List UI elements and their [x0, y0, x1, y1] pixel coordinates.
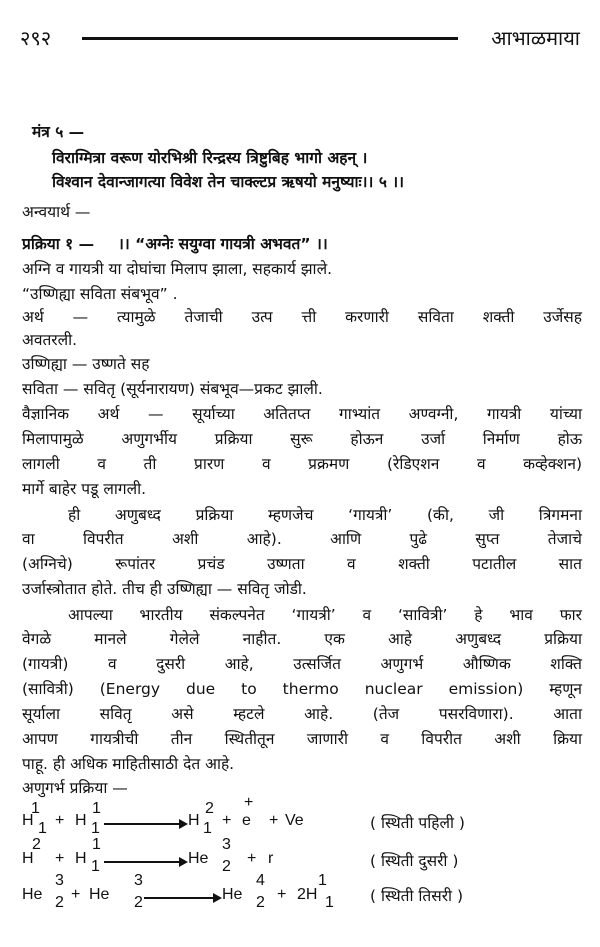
- eq2-sup: 2: [32, 836, 41, 853]
- eq3-sup: 4: [256, 872, 265, 889]
- book-title: आभाळमाया: [491, 26, 580, 50]
- eq1-term: Ve: [285, 812, 304, 829]
- eq3-sup: 3: [55, 872, 64, 889]
- prakriya-1-line: [22, 233, 582, 255]
- body-line: अग्नि व गायत्री या दोघांचा मिलाप झाला, सहकार्य झाले.: [22, 260, 333, 278]
- page-number: २९२: [20, 26, 52, 50]
- body-line: अर्थ — त्यामुळे तेजाची उत्प त्ती करणारी सविता शक्ती उर्जेसह: [22, 308, 582, 326]
- body-line: वैज्ञानिक अर्थ — सूर्याच्या अतितप्त गाभ्यांत अण्वग्नी, गायत्री यांच्या: [22, 405, 582, 423]
- body-line: उष्णिह्या — उष्णते सह: [22, 355, 150, 373]
- body-line: लागली व ती प्रारण व प्रक्रमण (रेडिएशन व कव्हेक्शन): [22, 455, 582, 473]
- eq3-plus: +: [71, 886, 81, 903]
- body-line: “उष्णिह्या सविता संबभूव” .: [22, 285, 178, 303]
- paragraph-3-line: वेगळे मानले गेलेले नाहीत. एक आहे अणुबध्द प्रक्रिया: [22, 630, 582, 648]
- eq3-sub: 1: [325, 894, 334, 911]
- eq1-sup: 2: [205, 800, 214, 817]
- eq1-sup: +: [244, 794, 254, 811]
- eq1-sub: 1: [38, 820, 47, 837]
- eq1-term: H: [22, 812, 34, 829]
- eq1-term: e: [242, 812, 251, 829]
- state-2-label: ( स्थिती दुसरी ): [370, 852, 459, 870]
- prakriya-1-label: प्रक्रिया १ —: [22, 235, 95, 253]
- eq3-sup: 1: [318, 872, 327, 889]
- eq3-sub: 2: [55, 894, 64, 911]
- eq1-sup: 1: [92, 800, 101, 817]
- eq3-plus: +: [277, 886, 287, 903]
- eq3-sup: 3: [134, 872, 143, 889]
- paragraph-3-line: आपल्या भारतीय संकल्पनेत ‘गायत्री’ व ‘सावित्री’ हे भाव फार: [68, 606, 582, 624]
- eq1-sub: 1: [91, 820, 100, 837]
- state-3-label: ( स्थिती तिसरी ): [370, 887, 464, 905]
- eq1-term: H: [188, 812, 200, 829]
- eq3-sub: 2: [256, 894, 265, 911]
- eq1-sup: 1: [31, 800, 40, 817]
- eq2-sup: 1: [92, 836, 101, 853]
- paragraph-3-line: आपण गायत्रीची तीन स्थितीतून जाणारी व विपरीत अशी क्रिया: [22, 730, 582, 748]
- paragraph-2-line: ही अणुबध्द प्रक्रिया म्हणजेच ‘गायत्री’ (की, जी त्रिगमना: [68, 506, 582, 524]
- eq3-term: 2H: [297, 886, 318, 903]
- reaction-arrow-icon: [144, 897, 216, 899]
- eq3-term: He: [222, 886, 243, 903]
- body-line: सविता — सवितृ (सूर्यनारायण) संबभूव—प्रकट झाली.: [22, 380, 323, 398]
- eq2-term: He: [188, 850, 209, 867]
- eq3-term: He: [89, 886, 110, 903]
- anvayartha-heading: अन्वयार्थ —: [22, 203, 91, 221]
- mantra-line-2: विश्वान देवान्जागत्या विवेश तेन चाक्ल्टप्र ऋषयो मनुष्याः।। ५ ।।: [52, 173, 405, 191]
- paragraph-3-line: सूर्याला सवितृ असे म्हटले आहे. (तेज पसरविणारा). आता: [22, 705, 582, 723]
- paragraph-3-line: (गायत्री) व दुसरी आहे, उत्सर्जित अणुगर्भ औष्णिक शक्ति: [22, 655, 582, 673]
- eq2-plus: +: [55, 850, 65, 867]
- mantra-line-1: विराग्मित्रा वरूण योरभिश्री रिन्द्रस्य त्रिष्टुबिह भागो अहन् ।: [52, 149, 368, 167]
- reaction-arrow-icon: [104, 823, 182, 825]
- eq1-term: H: [75, 812, 87, 829]
- paragraph-3-line: (सावित्री) (Energy due to thermo nuclear emission) म्हणून: [22, 680, 582, 698]
- eq1-plus: +: [269, 812, 279, 829]
- anugarbha-heading: अणुगर्भ प्रक्रिया —: [22, 779, 128, 797]
- paragraph-2-line: (अग्निचे) रूपांतर प्रचंड उष्णता व शक्ती पटातील सात: [22, 555, 582, 573]
- eq1-sub: 1: [203, 820, 212, 837]
- eq2-sub: 1: [91, 858, 100, 875]
- eq2-sup: 3: [222, 836, 231, 853]
- paragraph-2-line: उर्जास्त्रोतात होते. तीच ही उष्णिह्या — सवितृ जोडी.: [22, 580, 307, 598]
- eq1-plus: +: [222, 812, 232, 829]
- eq2-sub: 2: [222, 858, 231, 875]
- eq2-term: H: [22, 850, 34, 867]
- reaction-arrow-icon: [104, 861, 182, 863]
- body-line: मिलापामुळे अणुगर्भीय प्रक्रिया सुरू होऊन उर्जा निर्माण होऊ: [22, 430, 582, 448]
- paragraph-2-line: वा विपरीत अशी आहे). आणि पुढे सुप्त तेजाचे: [22, 530, 582, 548]
- mantra-label: मंत्र ५ —: [32, 123, 85, 141]
- paragraph-3-line: पाहू. ही अधिक माहितीसाठी देत आहे.: [22, 755, 235, 773]
- state-1-label: ( स्थिती पहिली ): [370, 814, 465, 832]
- eq2-term: H: [75, 850, 87, 867]
- page-header: [20, 24, 580, 54]
- body-line: अवतरली.: [22, 331, 78, 349]
- eq1-plus: +: [55, 812, 65, 829]
- eq2-term: r: [268, 850, 274, 867]
- eq3-term: He: [22, 886, 43, 903]
- eq2-plus: +: [247, 850, 257, 867]
- prakriya-1-quote: ।। “अग्नेः सयुग्वा गायत्री अभवत” ।।: [117, 235, 328, 253]
- eq3-sub: 2: [134, 894, 143, 911]
- body-line: मार्गे बाहेर पडू लागली.: [22, 480, 147, 498]
- header-rule: [82, 37, 458, 40]
